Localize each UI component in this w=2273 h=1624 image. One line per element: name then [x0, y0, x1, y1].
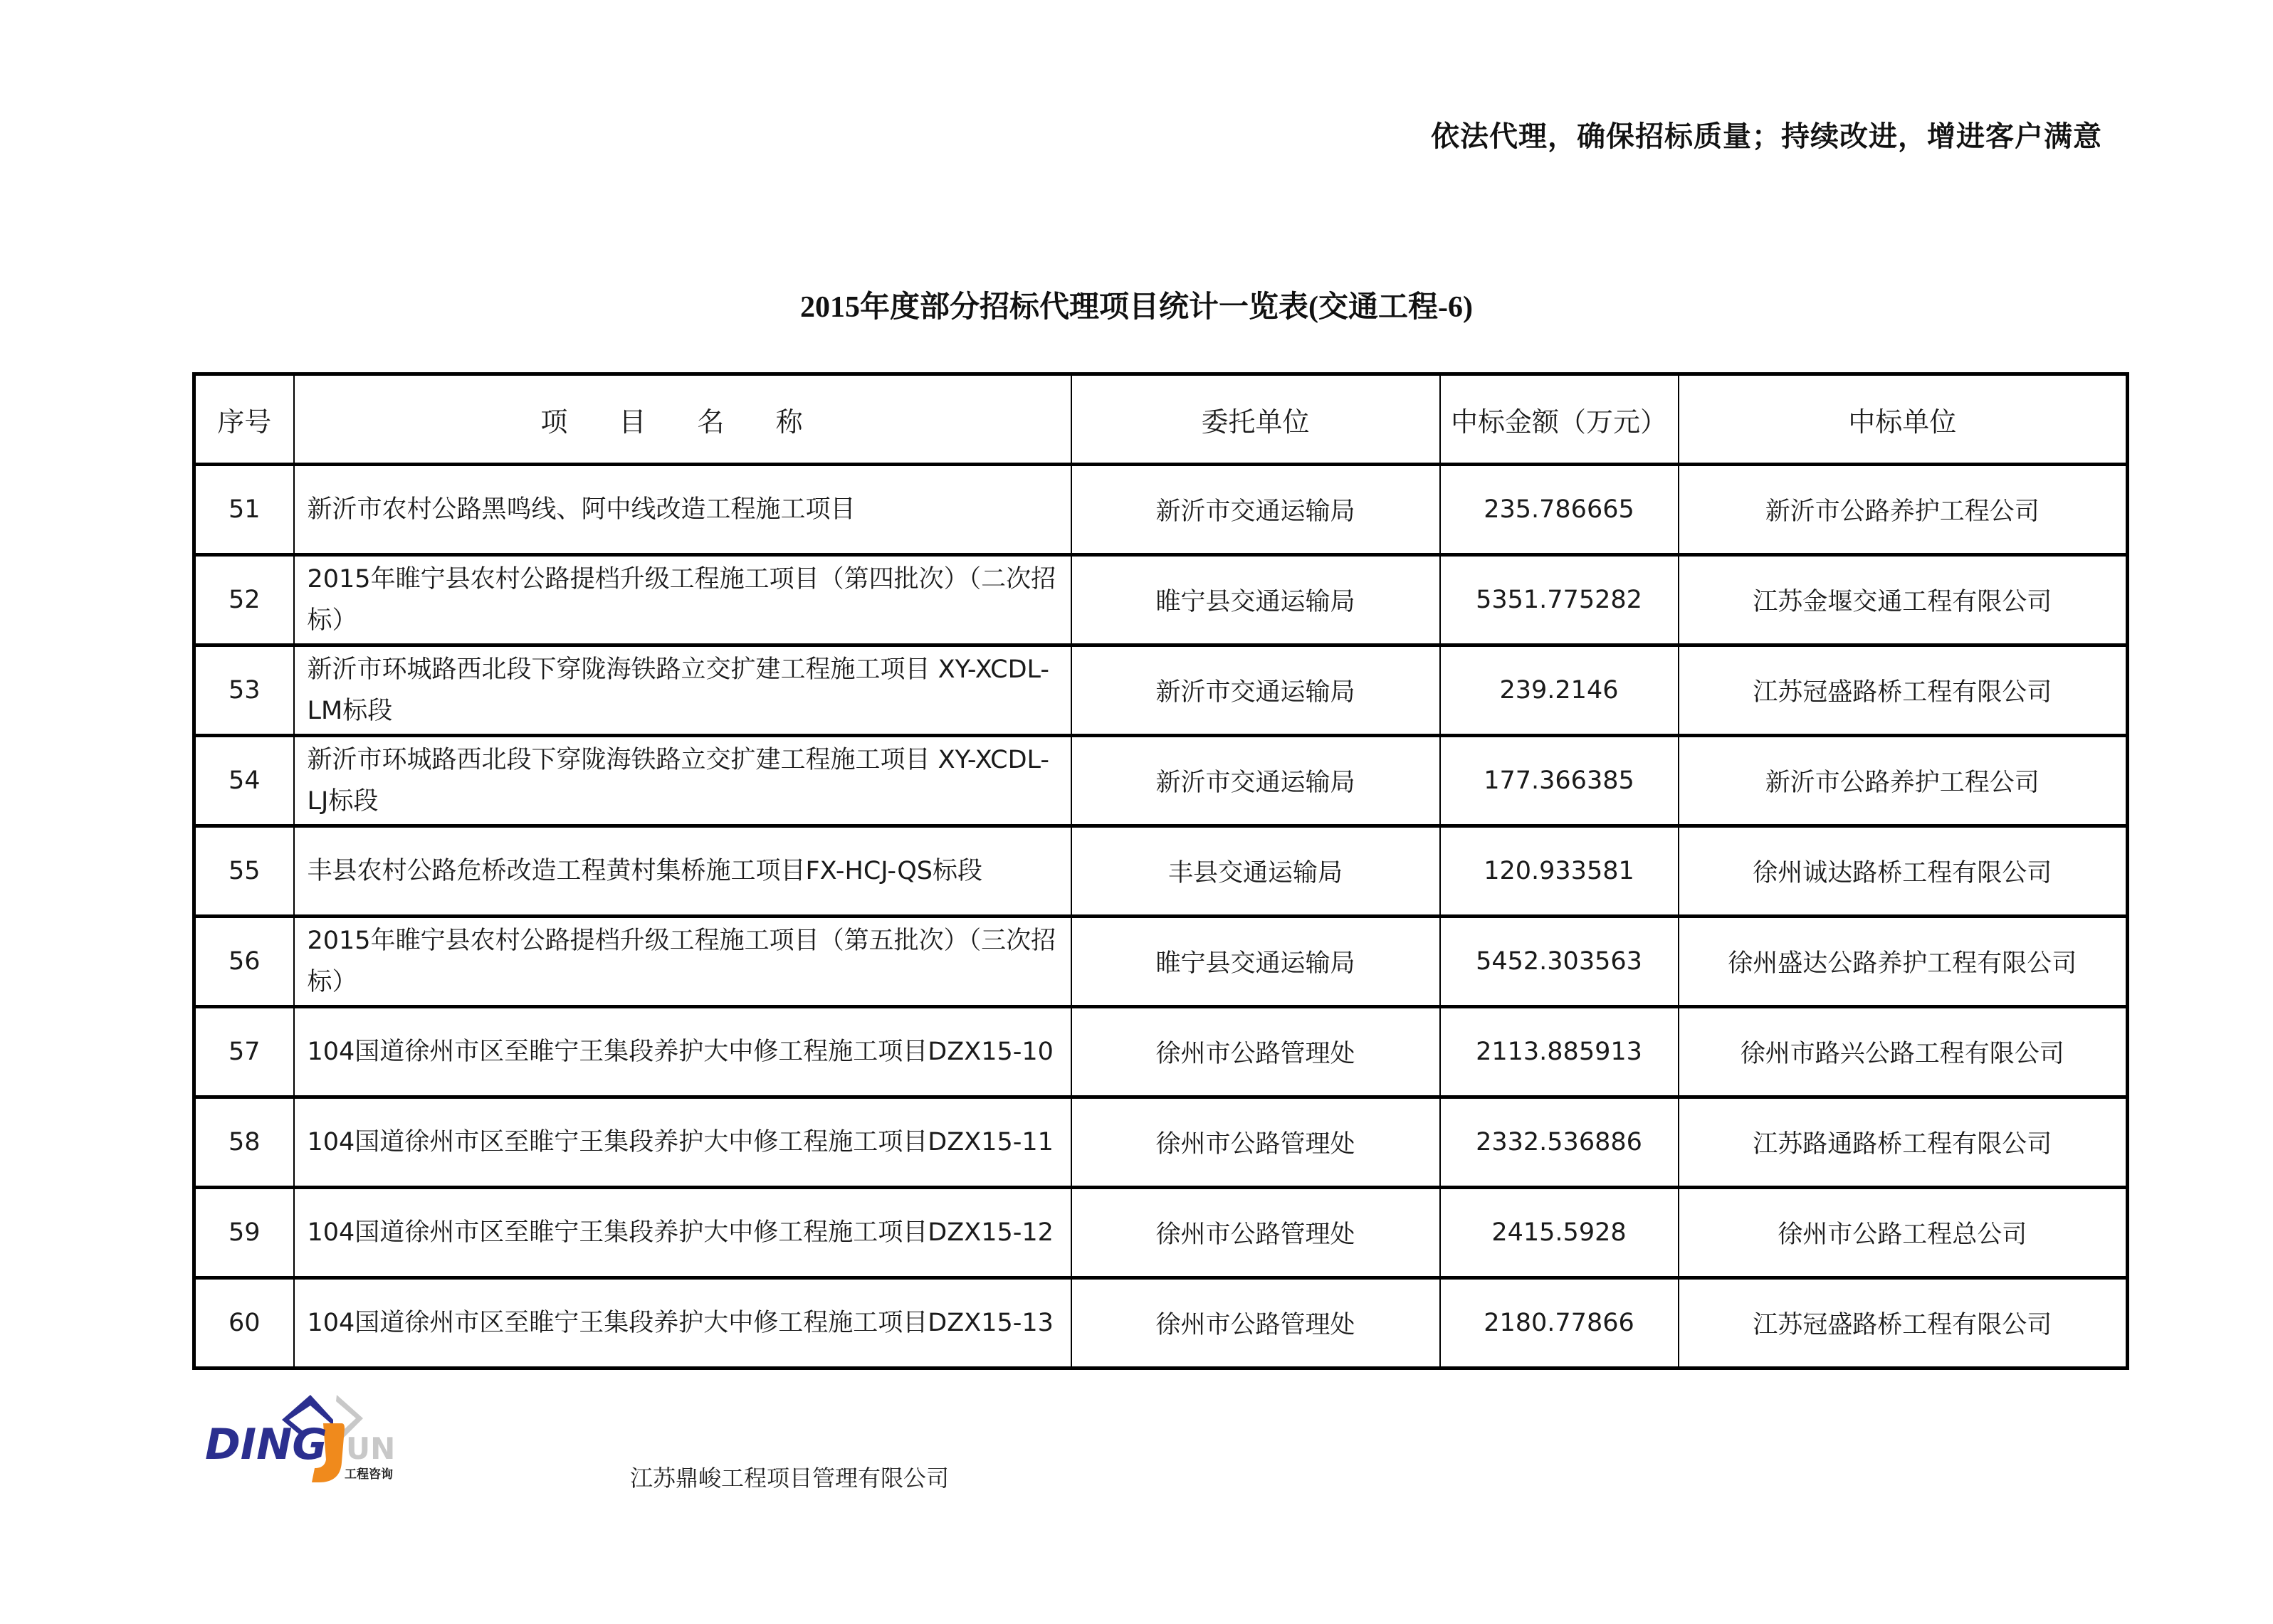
row-client: 新沂市交通运输局 — [1071, 645, 1440, 736]
row-project-name: 新沂市农村公路黑鸣线、阿中线改造工程施工项目 — [294, 465, 1071, 555]
row-project-name: 104国道徐州市区至睢宁王集段养护大中修工程施工项目DZX15-12 — [294, 1188, 1071, 1278]
row-winner: 江苏路通路桥工程有限公司 — [1679, 1097, 2128, 1188]
row-project-name: 104国道徐州市区至睢宁王集段养护大中修工程施工项目DZX15-10 — [294, 1007, 1071, 1097]
row-amount: 120.933581 — [1440, 826, 1679, 917]
row-project-name: 新沂市环城路西北段下穿陇海铁路立交扩建工程施工项目 XY-XCDL-LJ标段 — [294, 736, 1071, 826]
row-client: 新沂市交通运输局 — [1071, 465, 1440, 555]
table-row — [194, 1007, 2128, 1097]
table-row — [194, 917, 2128, 1007]
row-amount: 235.786665 — [1440, 465, 1679, 555]
footer-company-name: 江苏鼎峻工程项目管理有限公司 — [630, 1465, 950, 1492]
row-index: 55 — [194, 826, 294, 917]
row-client: 睢宁县交通运输局 — [1071, 917, 1440, 1007]
header-slogan: 依法代理，确保招标质量；持续改进，增进客户满意 — [1431, 120, 2102, 153]
row-index: 51 — [194, 465, 294, 555]
row-amount: 5351.775282 — [1440, 555, 1679, 645]
row-project-name: 丰县农村公路危桥改造工程黄村集桥施工项目FX-HCJ-QS标段 — [294, 826, 1071, 917]
row-project-name: 新沂市环城路西北段下穿陇海铁路立交扩建工程施工项目 XY-XCDL-LM标段 — [294, 645, 1071, 736]
table-row — [194, 826, 2128, 917]
table-row — [194, 1278, 2128, 1369]
row-client: 徐州市公路管理处 — [1071, 1188, 1440, 1278]
row-project-name: 2015年睢宁县农村公路提档升级工程施工项目（第五批次）（三次招标） — [294, 917, 1071, 1007]
row-winner: 江苏冠盛路桥工程有限公司 — [1679, 1278, 2128, 1369]
row-client: 徐州市公路管理处 — [1071, 1097, 1440, 1188]
row-amount: 5452.303563 — [1440, 917, 1679, 1007]
row-index: 58 — [194, 1097, 294, 1188]
projects-table — [192, 372, 2129, 1370]
row-index: 56 — [194, 917, 294, 1007]
row-index: 52 — [194, 555, 294, 645]
table-header-row — [194, 374, 2128, 465]
row-client: 徐州市公路管理处 — [1071, 1278, 1440, 1369]
row-winner: 徐州盛达公路养护工程有限公司 — [1679, 917, 2128, 1007]
dingjun-logo — [205, 1391, 397, 1491]
column-header-winner: 中标单位 — [1679, 374, 2128, 465]
table-row — [194, 645, 2128, 736]
svg-text:工程咨询: 工程咨询 — [345, 1467, 393, 1482]
table-row — [194, 1097, 2128, 1188]
row-amount: 2332.536886 — [1440, 1097, 1679, 1188]
row-amount: 177.366385 — [1440, 736, 1679, 826]
column-header-project: 项 目 名 称 — [294, 374, 1071, 465]
column-header-amount: 中标金额（万元） — [1440, 374, 1679, 465]
row-winner: 江苏冠盛路桥工程有限公司 — [1679, 645, 2128, 736]
row-amount: 2180.77866 — [1440, 1278, 1679, 1369]
document-title: 2015年度部分招标代理项目统计一览表(交通工程-6) — [800, 291, 1473, 324]
row-project-name: 2015年睢宁县农村公路提档升级工程施工项目（第四批次）（二次招标） — [294, 555, 1071, 645]
row-index: 60 — [194, 1278, 294, 1369]
row-project-name: 104国道徐州市区至睢宁王集段养护大中修工程施工项目DZX15-11 — [294, 1097, 1071, 1188]
table-row — [194, 736, 2128, 826]
row-client: 丰县交通运输局 — [1071, 826, 1440, 917]
row-project-name: 104国道徐州市区至睢宁王集段养护大中修工程施工项目DZX15-13 — [294, 1278, 1071, 1369]
row-index: 59 — [194, 1188, 294, 1278]
row-amount: 2113.885913 — [1440, 1007, 1679, 1097]
table-row — [194, 1188, 2128, 1278]
row-winner: 徐州市公路工程总公司 — [1679, 1188, 2128, 1278]
column-header-client: 委托单位 — [1071, 374, 1440, 465]
row-index: 57 — [194, 1007, 294, 1097]
row-winner: 徐州市路兴公路工程有限公司 — [1679, 1007, 2128, 1097]
table-row — [194, 465, 2128, 555]
row-winner: 新沂市公路养护工程公司 — [1679, 736, 2128, 826]
logo-mark-icon — [205, 1391, 397, 1491]
row-client: 睢宁县交通运输局 — [1071, 555, 1440, 645]
table-row — [194, 555, 2128, 645]
row-client: 新沂市交通运输局 — [1071, 736, 1440, 826]
row-winner: 徐州诚达路桥工程有限公司 — [1679, 826, 2128, 917]
column-header-index: 序号 — [194, 374, 294, 465]
row-winner: 新沂市公路养护工程公司 — [1679, 465, 2128, 555]
svg-text:DING: DING — [205, 1420, 327, 1470]
row-amount: 2415.5928 — [1440, 1188, 1679, 1278]
row-winner: 江苏金堰交通工程有限公司 — [1679, 555, 2128, 645]
row-amount: 239.2146 — [1440, 645, 1679, 736]
row-index: 53 — [194, 645, 294, 736]
row-client: 徐州市公路管理处 — [1071, 1007, 1440, 1097]
svg-text:UN: UN — [346, 1431, 396, 1466]
row-index: 54 — [194, 736, 294, 826]
